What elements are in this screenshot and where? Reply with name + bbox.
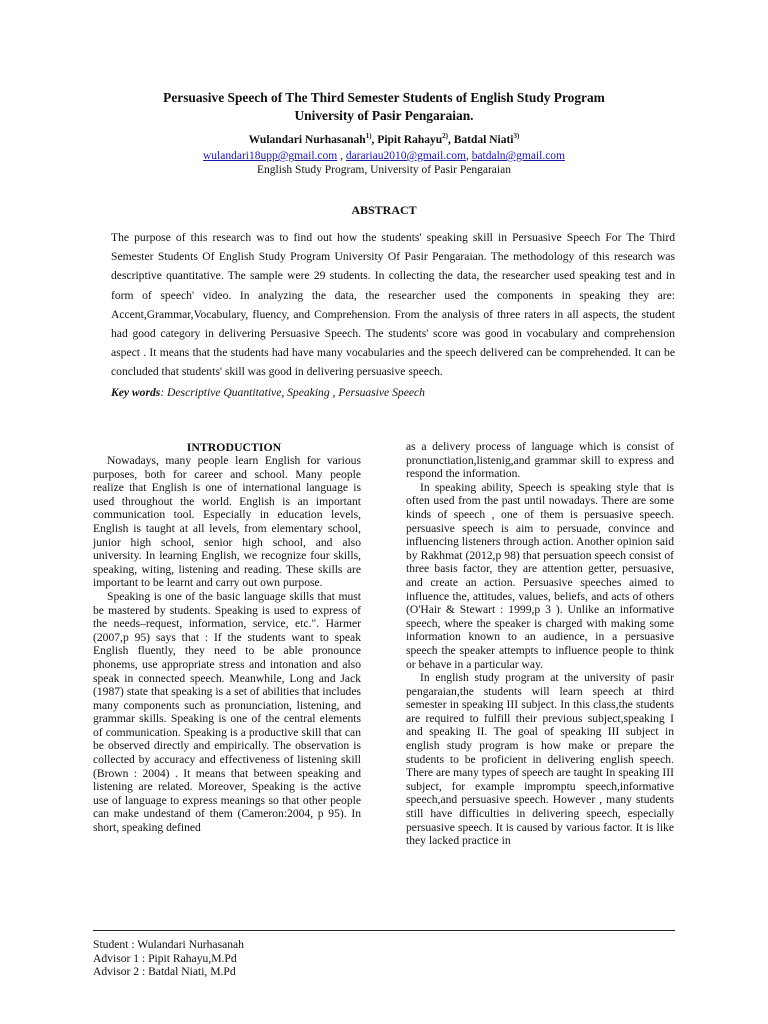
- footnote: [93, 938, 244, 979]
- footnote-divider: [93, 930, 675, 931]
- body-paragraph: In speaking ability, Speech is speaking style that is often used from the past until nowadays. There are some kinds of speech , one of them is persuasive speech. persuasive speech is aim to persuade, convince and influencing listeners through action. Another opinion said by Rakhmat (2012,p 98) that persuation speech consist of three basis factor, they are attention getter, persuasive, and create an action. Persuasive speeches aimed to influence the, attitudes, values, beliefs, and acts of others (O'Hair & Stewart : 1999,p 3 ). Unlike an informative speech, where the speaker is charged with making some information known to an audience, in a persuasive speech the speaker attempts to influence people to think or behave in a particular way.: [406, 480, 674, 671]
- author-affiliation-mark: 2): [442, 132, 449, 141]
- author-name: Wulandari Nurhasanah: [248, 134, 366, 146]
- email-link[interactable]: batdaln@gmail.com: [471, 150, 565, 162]
- author-emails: wulandari18upp@gmail.com , darariau2010@gmail.com, batdaln@gmail.com: [203, 150, 565, 162]
- author-affiliation-mark: 1): [365, 132, 372, 141]
- footnote-student: Student : Wulandari Nurhasanah: [93, 938, 244, 951]
- email-link[interactable]: wulandari18upp@gmail.com: [203, 150, 338, 162]
- footnote-advisor-2: Advisor 2 : Batdal Niati, M.Pd: [93, 965, 236, 979]
- keywords-line: [111, 385, 675, 401]
- title-line-1: Persuasive Speech of The Third Semester Students of English Study Program: [163, 90, 605, 105]
- body-paragraph: Speaking is one of the basic language skills that must be mastered by students. Speaking is used to express of the needs–request, information, service, etc.". Harmer (2007,p 95) says that : If the students want to speak English fluently, they need to be able pronounce phonems, use appropriate stress and intonation and also speak in connected speech. Meanwhile, Long and Jack (1987) state that speaking is a set of abilities that includes many components such as pronunciation, listening, and grammar skills. Speaking is one of the central elements of communication. Speaking is a productive skill that can be observed directly and empirically. The observation is collected by accuracy and effectiveness of listening skill (Brown : 2004) . It means that between speaking and listening are related. Moreover, Speaking is the active use of language to express meanings so that other people can make undestand of them (Cameron:2004, p 95). In short, speaking defined: [93, 589, 361, 835]
- title-line-2: University of Pasir Pengaraian.: [294, 108, 474, 123]
- body-paragraph: In english study program at the university of pasir pengaraian,the students will learn speech at third semester in speaking III subject. In this class,the students are required to fulfill their previous subject,speaking I and speaking II. The goal of speaking III subject in english study program is how make or prepare the students to be proficient in delivering english speech. There are many types of speech are taught In speaking III subject, for example impromptu speech,informative speech,and persuasive speech. However , many students still have difficulties in delivering speech, especially persuasive speech. It is caused by various factor. It is like they lacked practice in: [406, 671, 674, 848]
- paper-title: [100, 89, 668, 125]
- left-column: [93, 440, 361, 835]
- keywords-list: : Descriptive Quantitative, Speaking , Persuasive Speech: [160, 386, 425, 399]
- abstract-text: The purpose of this research was to find out how the students' speaking skill in Persuasive Speech For The Third Semester Students Of English Study Program University Of Pasir Pengaraian. The methodology of this research was descriptive quantitative. The sample were 29 students. In collecting the data, the researcher used speaking test and in form of speech' video. In analyzing the data, the researcher used the components in speaking they are: Accent,Grammar,Vocabulary, fluency, and Comprehension. From the analysis of three raters in all aspects, the student had good category in delivering Persuasive Speech. The students' score was good in vocabulary and comprehension aspect . It means that the students had have many vocabularies and the speech delivered can be comprehended. It can be concluded that students' skill was good in delivering persuasive speech.: [111, 231, 675, 379]
- author-name: Pipit Rahayu: [377, 134, 443, 146]
- keywords-label: Key words: [111, 386, 161, 399]
- abstract-heading: ABSTRACT: [351, 203, 417, 217]
- email-link[interactable]: darariau2010@gmail.com: [345, 150, 466, 162]
- affiliation: English Study Program, University of Pasir Pengaraian: [257, 164, 511, 176]
- right-column: [406, 440, 674, 848]
- author-affiliation-mark: 3): [513, 132, 520, 141]
- introduction-heading: INTRODUCTION: [186, 440, 282, 454]
- author-list: Wulandari Nurhasanah$^{1)}$, Pipit Rahayu$^{2)}$, Batdal Niati$^{3)}$: [248, 132, 520, 146]
- body-paragraph: Nowadays, many people learn English for various purposes, both for career and school. Many people realize that English is one of international language is used throughout the world. English is an important communication tool. Especially in education levels, English is taught at all levels, from elementary school, junior high school, senior high school, and also university. In learning English, we recognize four skills, speaking, witing, listening and reading. These skills are important to be learnt and carry out own purpose.: [93, 454, 361, 590]
- body-paragraph: as a delivery process of language which is consist of pronunctiation,listenig,and grammar skill to express and respond the information.: [406, 440, 674, 481]
- author-name: Batdal Niati: [453, 134, 514, 146]
- footnote-advisor-1: Advisor 1 : Pipit Rahayu,M.Pd: [93, 951, 237, 965]
